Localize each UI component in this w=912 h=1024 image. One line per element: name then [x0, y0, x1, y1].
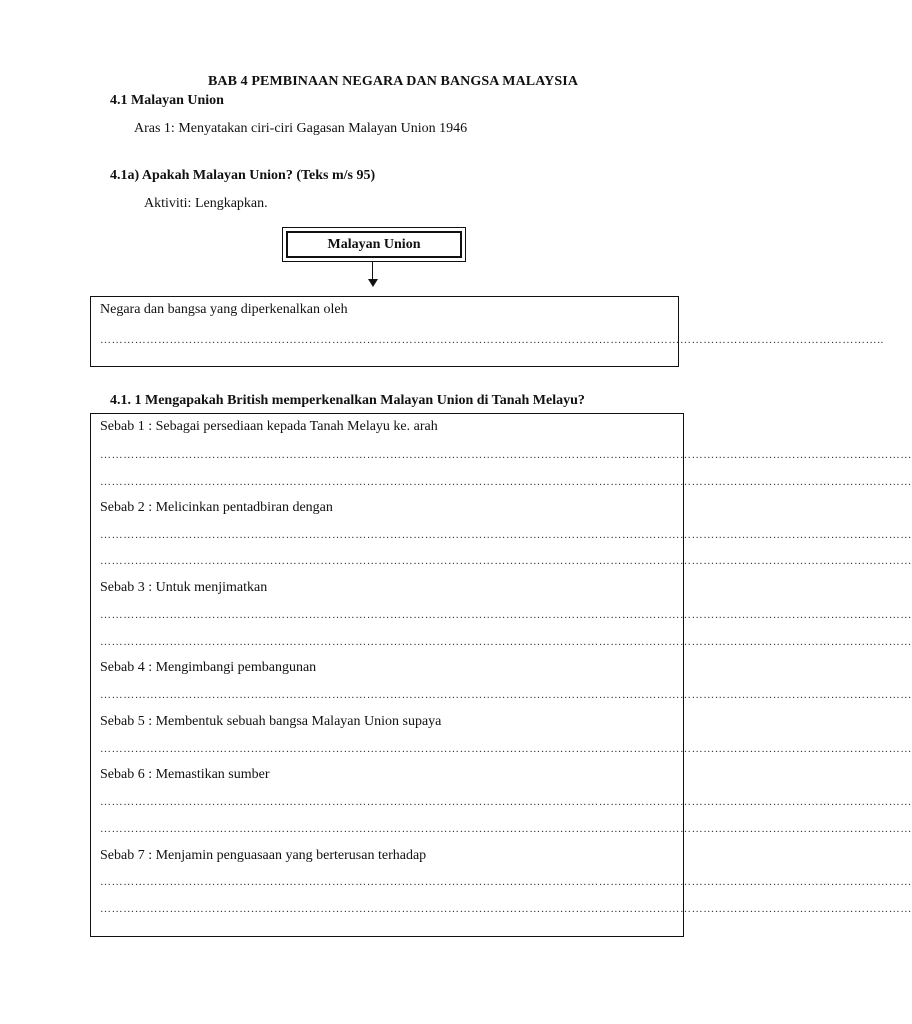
arrow-down-line — [372, 262, 373, 280]
activity-instruction: Aktiviti: Lengkapkan. — [144, 196, 268, 211]
answer-line-a[interactable]: ………………………………………………………………………………………………………………………………………………………………………………….. — [100, 334, 884, 346]
answer-prompt-a: Negara dan bangsa yang diperkenalkan oleh — [100, 302, 348, 317]
reason-2: Sebab 2 : Melicinkan pentadbiran dengan — [100, 500, 333, 515]
level-text: Aras 1: Menyatakan ciri-ciri Gagasan Malayan Union 1946 — [134, 121, 468, 136]
reason-6: Sebab 6 : Memastikan sumber — [100, 767, 270, 782]
reason-1: Sebab 1 : Sebagai persediaan kepada Tanah Melayu ke. arah — [100, 419, 438, 434]
answer-line[interactable]: ………………………………………………………………………………………………………………………………………………………………………………………… — [100, 476, 912, 488]
answer-line[interactable]: ………………………………………………………………………………………………………………………………………………………………………………………… — [100, 636, 912, 648]
section-title: 4.1 Malayan Union — [110, 93, 224, 108]
reason-3: Sebab 3 : Untuk menjimatkan — [100, 580, 268, 595]
malayan-union-label: Malayan Union — [286, 231, 462, 258]
answer-line[interactable]: ………………………………………………………………………………………………………………………………………………………………………………………… — [100, 555, 912, 567]
reason-4: Sebab 4 : Mengimbangi pembangunan — [100, 660, 317, 675]
question-b-title: 4.1. 1 Mengapakah British memperkenalkan Malayan Union di Tanah Melayu? — [110, 393, 585, 408]
answer-line[interactable]: ………………………………………………………………………………………………………………………………………………………………………………………… — [100, 689, 912, 701]
reason-5: Sebab 5 : Membentuk sebuah bangsa Malayan Union supaya — [100, 714, 442, 729]
answer-line[interactable]: ………………………………………………………………………………………………………………………………………………………………………………………… — [100, 876, 912, 888]
answer-line[interactable]: ………………………………………………………………………………………………………………………………………………………………………………………… — [100, 743, 912, 755]
answer-line[interactable]: ………………………………………………………………………………………………………………………………………………………………………………………… — [100, 796, 912, 808]
arrow-down-icon — [368, 279, 378, 287]
question-a-title: 4.1a) Apakah Malayan Union? (Teks m/s 95) — [110, 168, 376, 183]
chapter-title: BAB 4 PEMBINAAN NEGARA DAN BANGSA MALAYSIA — [207, 74, 579, 89]
reason-7: Sebab 7 : Menjamin penguasaan yang berterusan terhadap — [100, 848, 427, 863]
answer-line[interactable]: ………………………………………………………………………………………………………………………………………………………………………………………… — [100, 529, 912, 541]
answer-line[interactable]: ………………………………………………………………………………………………………………………………………………………………………………………… — [100, 823, 912, 835]
malayan-union-box — [282, 227, 466, 262]
answer-line[interactable]: ………………………………………………………………………………………………………………………………………………………………………………………… — [100, 903, 912, 915]
answer-line[interactable]: ………………………………………………………………………………………………………………………………………………………………………………………… — [100, 609, 912, 621]
answer-line[interactable]: ………………………………………………………………………………………………………………………………………………………………………………………… — [100, 449, 912, 461]
